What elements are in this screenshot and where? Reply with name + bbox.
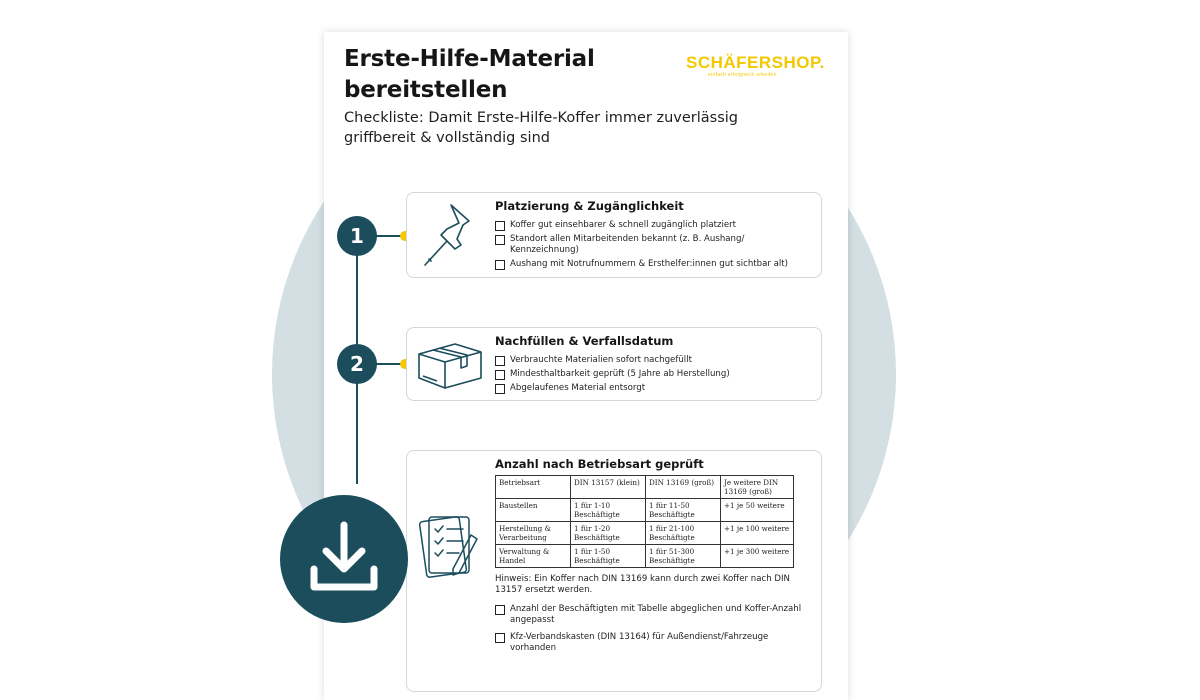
table-header-cell: DIN 13157 (klein): [571, 476, 646, 499]
table-cell: +1 je 50 weitere: [721, 499, 794, 522]
table-cell: Herstellung & Verarbeitung: [496, 522, 571, 545]
checklist-item-label: Anzahl der Beschäftigten mit Tabelle abgeglichen und Koffer-Anzahl angepasst: [510, 604, 802, 625]
checklist-item[interactable]: [495, 632, 815, 654]
checkbox[interactable]: [495, 605, 505, 615]
table-cell: 1 für 21-100 Beschäftigte: [646, 522, 721, 545]
table-cell: 1 für 51-300 Beschäftigte: [646, 545, 721, 568]
checklist-item[interactable]: [495, 604, 815, 626]
checklist-item[interactable]: [495, 383, 815, 394]
table-row: [496, 545, 794, 568]
checkbox[interactable]: [495, 356, 505, 366]
clipboard-checklist-icon: [411, 511, 487, 587]
checklist-item[interactable]: [495, 259, 815, 270]
checkbox[interactable]: [495, 221, 505, 231]
logo-tagline: einfach erfolgreich arbeiten: [708, 72, 777, 78]
step-1-number: 1: [337, 216, 377, 256]
table-header-cell: Je weitere DIN 13169 (groß): [721, 476, 794, 499]
checklist-item-label: Standort allen Mitarbeitenden bekannt (z. B. Aushang/ Kennzeichnung): [510, 234, 745, 255]
table-row: [496, 522, 794, 545]
checklist-item-label: Koffer gut einsehbarer & schnell zugänglich platziert: [510, 220, 737, 230]
checklist-item-label: Mindesthaltbarkeit geprüft (5 Jahre ab Herstellung): [510, 369, 730, 379]
table-cell: 1 für 11-50 Beschäftigte: [646, 499, 721, 522]
step-1-card: [406, 192, 822, 278]
table-cell: 1 für 1-20 Beschäftigte: [571, 522, 646, 545]
betriebsart-table: [495, 475, 794, 568]
step-2-title: Nachfüllen & Verfallsdatum: [495, 334, 674, 348]
table-cell: Verwaltung & Handel: [496, 545, 571, 568]
table-header-row: [496, 476, 794, 499]
document-subtitle: Checkliste: Damit Erste-Hilfe-Koffer immer zuverlässig griffbereit & vollständig sind: [344, 110, 738, 146]
table-cell: +1 je 100 weitere: [721, 522, 794, 545]
checklist-item[interactable]: [495, 234, 815, 256]
checkbox[interactable]: [495, 384, 505, 394]
table-header-cell: Betriebsart: [496, 476, 571, 499]
table-cell: Baustellen: [496, 499, 571, 522]
download-icon: [280, 495, 408, 623]
document-title: Erste-Hilfe-Material bereitstellen: [344, 46, 595, 103]
checklist-item-label: Kfz-Verbandskasten (DIN 13164) für Außendienst/Fahrzeuge vorhanden: [510, 632, 769, 653]
checklist-item[interactable]: [495, 220, 815, 231]
step-2-number: 2: [337, 344, 377, 384]
hinweis-note: Hinweis: Ein Koffer nach DIN 13169 kann durch zwei Koffer nach DIN 13157 ersetzt werden.: [495, 574, 790, 595]
step-3-title: Anzahl nach Betriebsart geprüft: [495, 457, 704, 471]
checkbox[interactable]: [495, 633, 505, 643]
schaefershop-logo: [686, 54, 836, 78]
step-2-card: [406, 327, 822, 401]
checklist-item-label: Aushang mit Notrufnummern & Ersthelfer:innen gut sichtbar alt): [510, 259, 789, 269]
table-header-cell: DIN 13169 (groß): [646, 476, 721, 499]
checkbox[interactable]: [495, 260, 505, 270]
table-cell: 1 für 1-50 Beschäftigte: [571, 545, 646, 568]
checklist-item-label: Abgelaufenes Material entsorgt: [510, 383, 646, 393]
table-row: [496, 499, 794, 522]
table-cell: 1 für 1-10 Beschäftigte: [571, 499, 646, 522]
checkbox[interactable]: [495, 235, 505, 245]
download-button[interactable]: [280, 495, 408, 623]
step-1-title: Platzierung & Zugänglichkeit: [495, 199, 684, 213]
checklist-item[interactable]: [495, 369, 815, 380]
logo-wordmark: SCHÄFERSHOP.: [686, 53, 825, 72]
box-icon: [411, 334, 487, 398]
checklist-item[interactable]: [495, 355, 815, 366]
checkbox[interactable]: [495, 370, 505, 380]
pushpin-icon: [411, 199, 487, 277]
step-3-card: [406, 450, 822, 692]
checklist-item-label: Verbrauchte Materialien sofort nachgefüllt: [510, 355, 692, 365]
table-cell: +1 je 300 weitere: [721, 545, 794, 568]
